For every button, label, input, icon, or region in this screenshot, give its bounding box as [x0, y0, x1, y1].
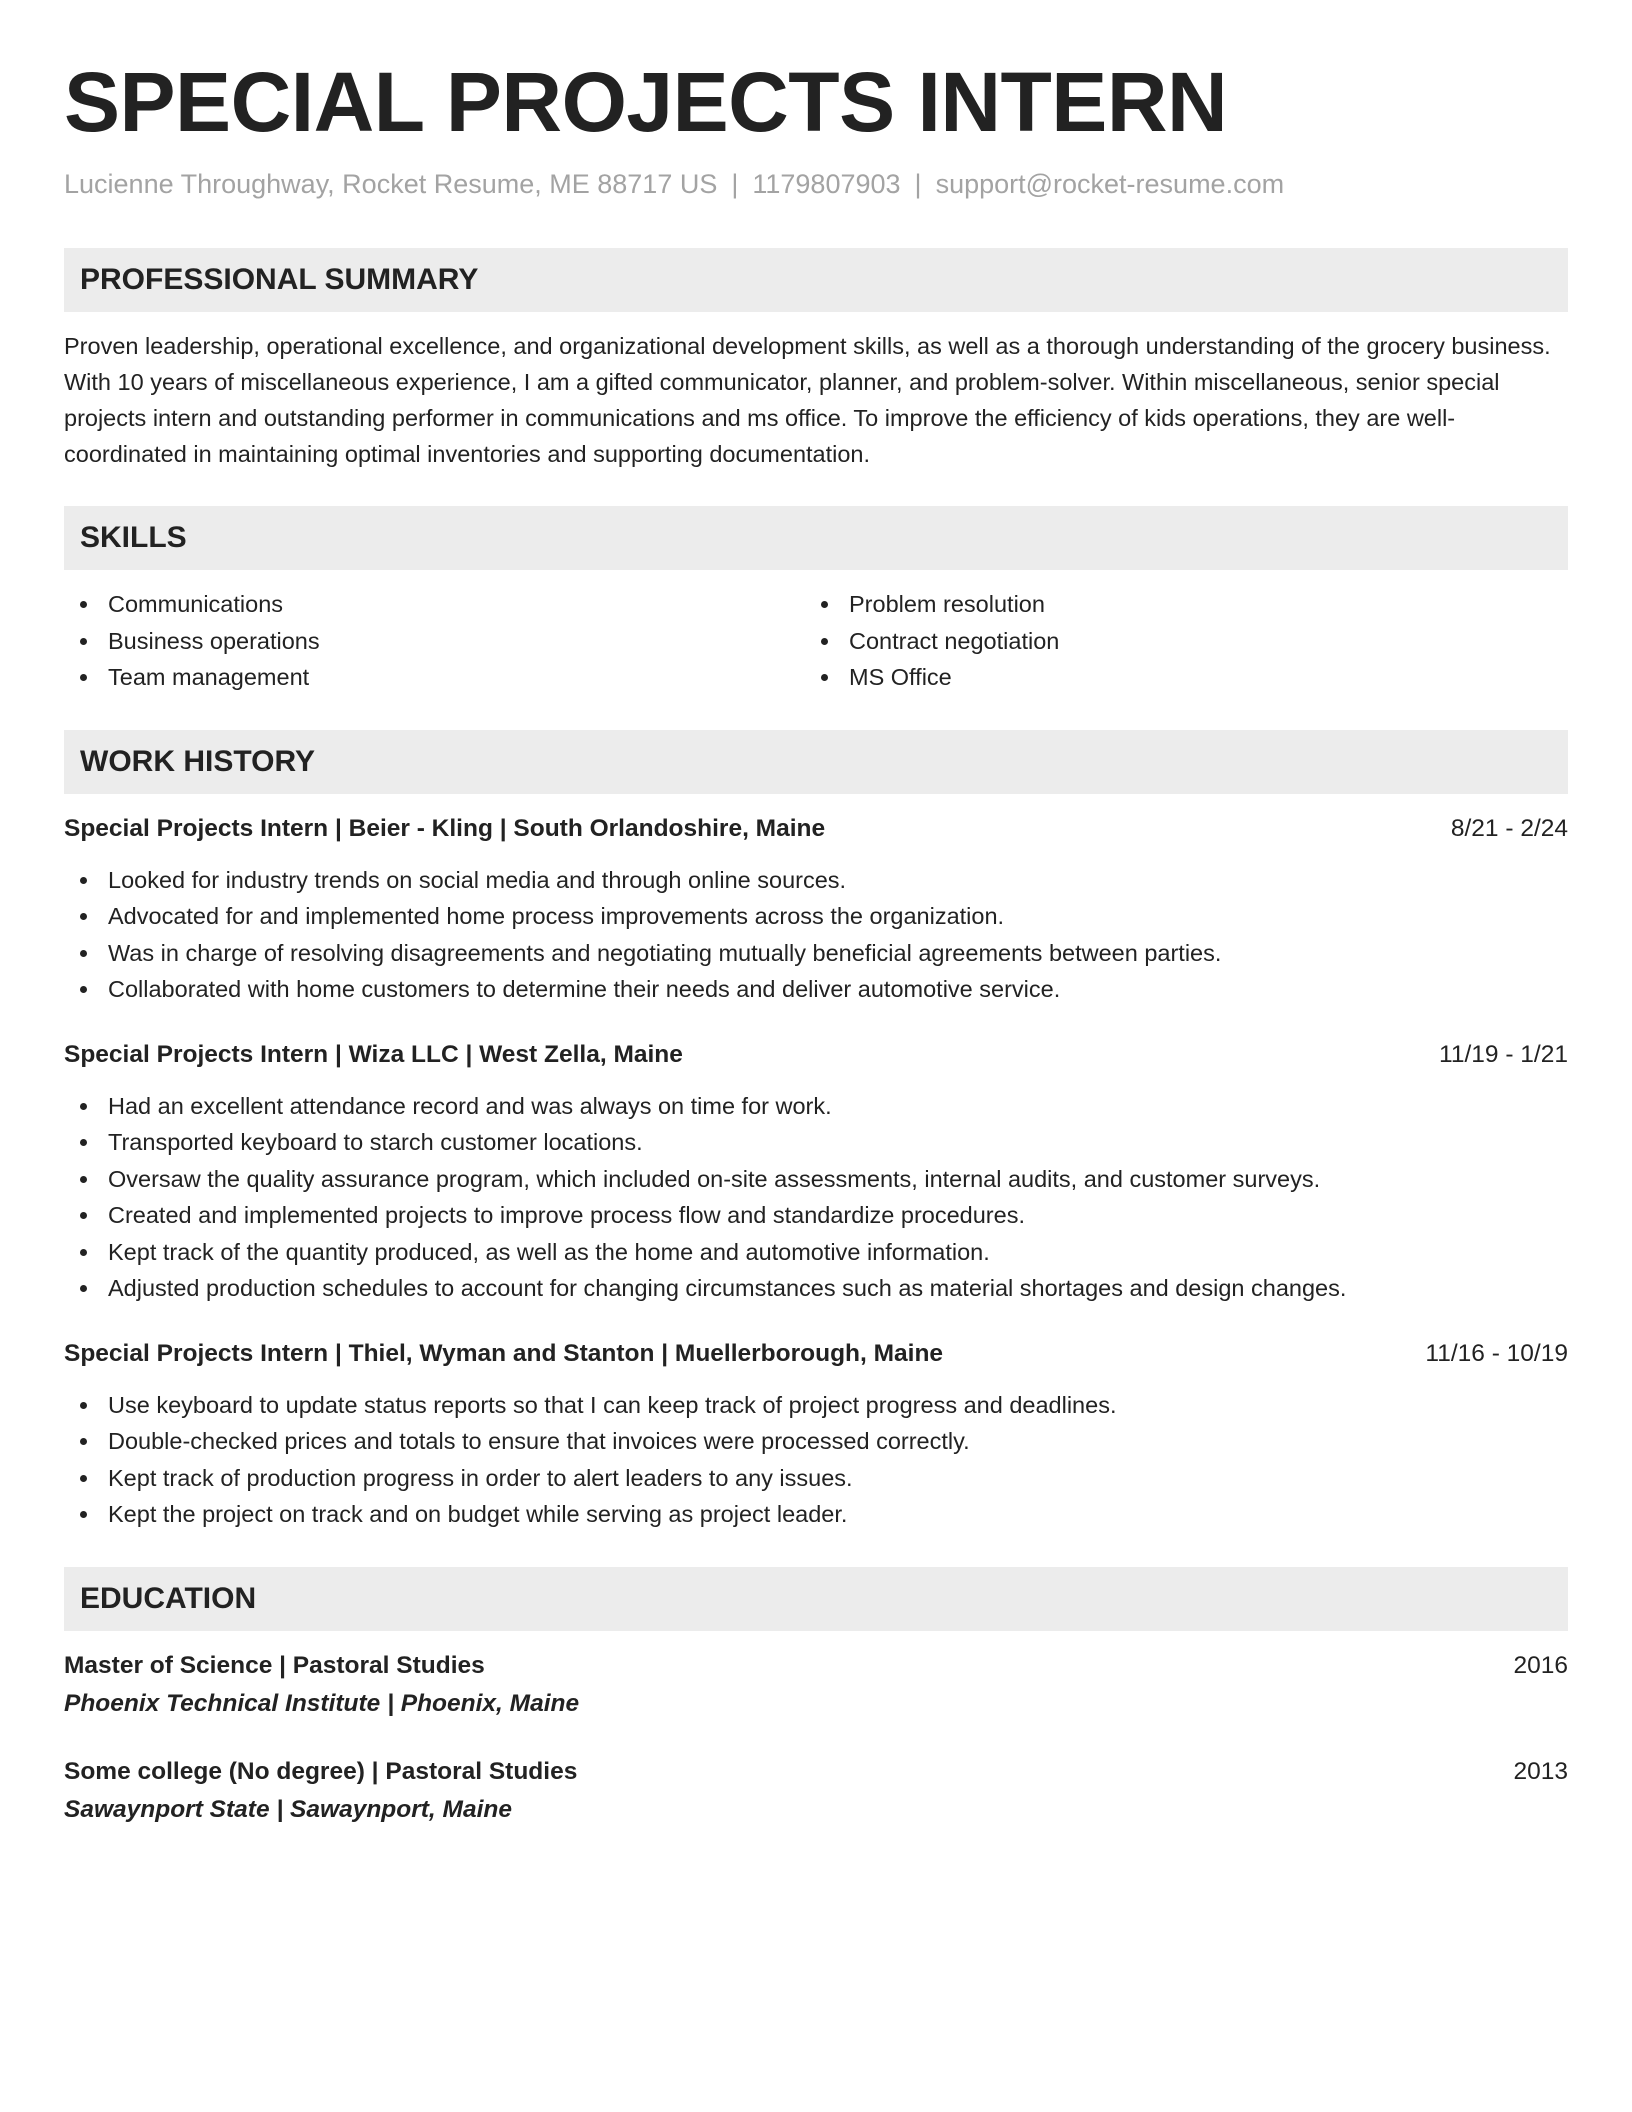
job-bullets [64, 1088, 1568, 1307]
job-heading-row [64, 1038, 1568, 1072]
job-dates: 11/19 - 1/21 [1439, 1040, 1568, 1068]
job-entry [64, 812, 1568, 1008]
section-header-work: WORK HISTORY [64, 730, 1568, 794]
job-heading-row [64, 812, 1568, 846]
job-bullet: Was in charge of resolving disagreements and negotiating mutually beneficial agreements between parties. [64, 935, 1568, 972]
job-dates: 11/16 - 10/19 [1425, 1339, 1568, 1367]
section-header-education: EDUCATION [64, 1567, 1568, 1631]
job-dates: 8/21 - 2/24 [1450, 814, 1568, 842]
job-bullet: Adjusted production schedules to account for changing circumstances such as material shortages and design changes. [64, 1270, 1568, 1307]
education-degree: Master of Science | Pastoral Studies [64, 1651, 485, 1679]
job-entry [64, 1337, 1568, 1533]
job-title: Special Projects Intern | Wiza LLC | West Zella, Maine [64, 1040, 683, 1068]
skill-item: Team management [64, 659, 805, 696]
job-bullet: Had an excellent attendance record and was always on time for work. [64, 1088, 1568, 1125]
skill-item: Problem resolution [805, 586, 1546, 623]
job-bullet: Looked for industry trends on social media and through online sources. [64, 862, 1568, 899]
job-heading-row [64, 1337, 1568, 1371]
job-entry [64, 1038, 1568, 1307]
contact-phone: 1179807903 [752, 169, 901, 199]
section-header-skills: SKILLS [64, 506, 1568, 570]
skill-item: Communications [64, 586, 805, 623]
resume-name: SPECIAL PROJECTS INTERN [64, 55, 1228, 149]
job-bullets [64, 862, 1568, 1008]
skill-item: Contract negotiation [805, 623, 1546, 660]
job-bullet: Transported keyboard to starch customer locations. [64, 1124, 1568, 1161]
job-bullet: Created and implemented projects to improve process flow and standardize procedures. [64, 1197, 1568, 1234]
job-bullet: Advocated for and implemented home process improvements across the organization. [64, 898, 1568, 935]
education-degree: Some college (No degree) | Pastoral Studies [64, 1757, 578, 1785]
education-year: 2016 [1513, 1651, 1568, 1679]
contact-separator: | [914, 169, 922, 199]
education-school: Phoenix Technical Institute | Phoenix, Maine [64, 1689, 580, 1717]
contact-address: Lucienne Throughway, Rocket Resume, ME 88717 US [64, 169, 718, 199]
job-bullets [64, 1387, 1568, 1533]
education-year: 2013 [1513, 1757, 1568, 1785]
skills-column-right [805, 586, 1546, 696]
section-header-summary: PROFESSIONAL SUMMARY [64, 248, 1568, 312]
job-bullet: Kept track of production progress in order to alert leaders to any issues. [64, 1460, 1568, 1497]
job-bullet: Kept track of the quantity produced, as well as the home and automotive information. [64, 1234, 1568, 1271]
job-title: Special Projects Intern | Thiel, Wyman and Stanton | Muellerborough, Maine [64, 1339, 944, 1367]
job-bullet: Oversaw the quality assurance program, which included on-site assessments, internal audits, and customer surveys. [64, 1161, 1568, 1198]
education-school: Sawaynport State | Sawaynport, Maine [64, 1795, 512, 1823]
job-bullet: Collaborated with home customers to determine their needs and deliver automotive service. [64, 971, 1568, 1008]
education-entry [64, 1649, 1568, 1721]
contact-separator: | [731, 169, 739, 199]
skills-grid [64, 586, 1568, 696]
skills-column-left [64, 586, 805, 696]
job-bullet: Kept the project on track and on budget while serving as project leader. [64, 1496, 1568, 1533]
job-title: Special Projects Intern | Beier - Kling | South Orlandoshire, Maine [64, 814, 826, 842]
education-entry [64, 1755, 1568, 1827]
education-heading-row [64, 1649, 1568, 1683]
education-heading-row [64, 1755, 1568, 1789]
skill-item: Business operations [64, 623, 805, 660]
contact-line [64, 166, 1568, 202]
summary-text: Proven leadership, operational excellence, and organizational development skills, as well as a thorough understanding of the grocery business. With 10 years of miscellaneous experience, I am a gifted communicator, planner, and problem-solver. Within miscellaneous, senior special projects intern and outstanding performer in communications and ms office. To improve the efficiency of kids operations, they are well-coordinated in maintaining optimal inventories and supporting documentation. [64, 333, 1551, 467]
skill-item: MS Office [805, 659, 1546, 696]
job-bullet: Double-checked prices and totals to ensure that invoices were processed correctly. [64, 1423, 1568, 1460]
job-bullet: Use keyboard to update status reports so that I can keep track of project progress and deadlines. [64, 1387, 1568, 1424]
contact-email: support@rocket-resume.com [935, 169, 1285, 199]
